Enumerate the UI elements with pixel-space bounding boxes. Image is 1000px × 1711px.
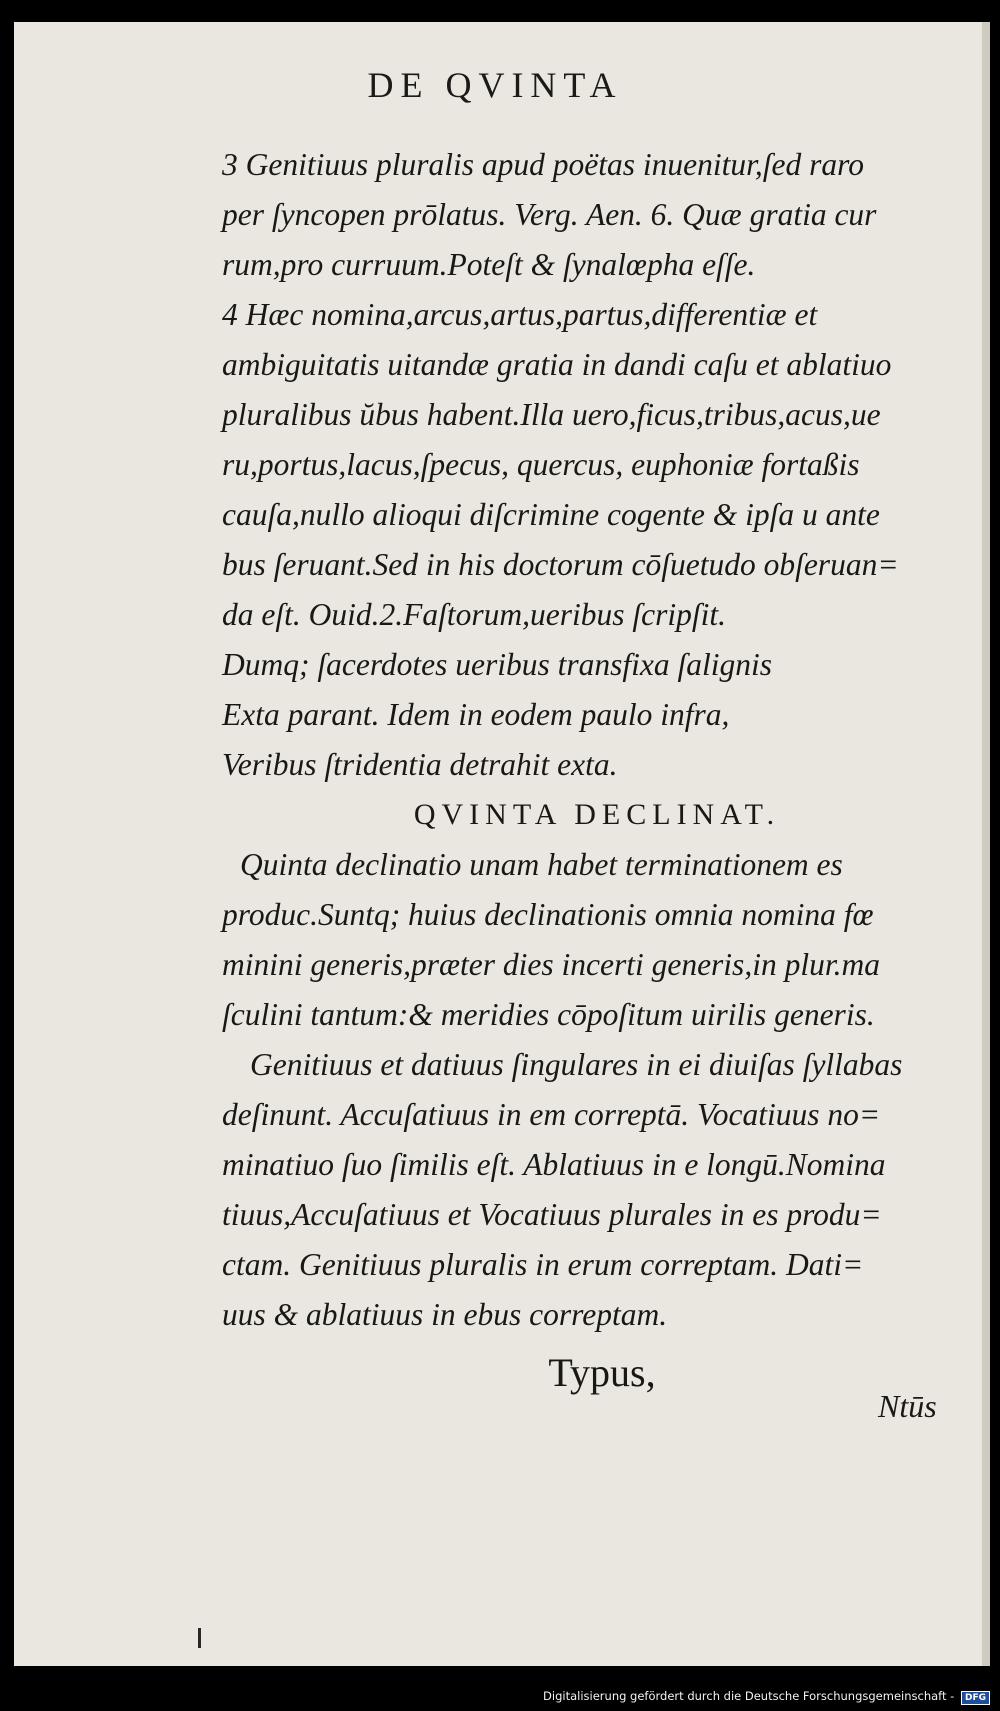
dfg-logo: DFG	[961, 1691, 990, 1705]
text-line: cauſa,nullo alioqui diſcrimine cogente & ipſa u ante	[222, 497, 880, 532]
verse-line: Dumq; ſacerdotes ueribus transfixa ſalignis	[222, 647, 773, 682]
verse-line: Veribus ſtridentia detrahit exta.	[222, 747, 618, 782]
text-line: per ſyncopen prōlatus. Verg. Aen. 6. Quæ gratia cur	[222, 197, 877, 232]
running-head: DE QVINTA	[367, 65, 623, 105]
text-line: 4 Hæc nomina,arcus,artus,partus,differentiæ et	[222, 297, 818, 332]
text-line: ſculini tantum:& meridies cōpoſitum uirilis generis.	[222, 997, 875, 1032]
text-line: pluralibus ŭbus habent.Illa uero,ficus,tribus,acus,ue	[222, 397, 881, 432]
catchword: Ntūs	[878, 1388, 937, 1424]
text-line: ctam. Genitiuus pluralis in erum correptam. Dati=	[222, 1247, 864, 1282]
text-line: uus & ablatiuus in ebus correptam.	[222, 1297, 668, 1332]
verse-line: Exta parant. Idem in eodem paulo infra,	[222, 697, 730, 732]
text-line: 3 Genitiuus pluralis apud poëtas inuenitur,ſed raro	[222, 147, 864, 182]
text-line: minatiuo ſuo ſimilis eſt. Ablatiuus in e longū.Nomina	[222, 1147, 886, 1182]
text-line: da eſt. Ouid.2.Faſtorum,ueribus ſcripſit.	[222, 597, 726, 632]
ink-mark	[198, 1628, 201, 1648]
text-line: ambiguitatis uitandæ gratia in dandi caſu et ablatiuo	[222, 347, 892, 382]
text-line: deſinunt. Accuſatiuus in em correptā. Vocatiuus no=	[222, 1097, 881, 1132]
body-text	[222, 140, 942, 1412]
typus-heading: Typus,	[548, 1350, 656, 1395]
text-line: minini generis,præter dies incerti generis,in plur.ma	[222, 947, 880, 982]
text-line: produc.Suntq; huius declinationis omnia nomina fœ	[222, 897, 874, 932]
section-title: QVINTA DECLINAT.	[413, 798, 781, 831]
text-line: tiuus,Accuſatiuus et Vocatiuus plurales in es produ=	[222, 1197, 882, 1232]
digitization-credit	[543, 1689, 990, 1705]
text-line: Genitiuus et datiuus ſingulares in ei diuiſas ſyllabas	[250, 1047, 903, 1082]
text-line: rum,pro curruum.Poteſt & ſynalœpha eſſe.	[222, 247, 756, 282]
text-line: ru,portus,lacus,ſpecus, quercus, euphoniæ fortaßis	[222, 447, 860, 482]
credit-text: Digitalisierung gefördert durch die Deutsche Forschungsgemeinschaft -	[543, 1689, 955, 1703]
text-line: bus ſeruant.Sed in his doctorum cōſuetudo obſeruan=	[222, 547, 899, 582]
text-line: Quinta declinatio unam habet terminationem es	[240, 847, 843, 882]
